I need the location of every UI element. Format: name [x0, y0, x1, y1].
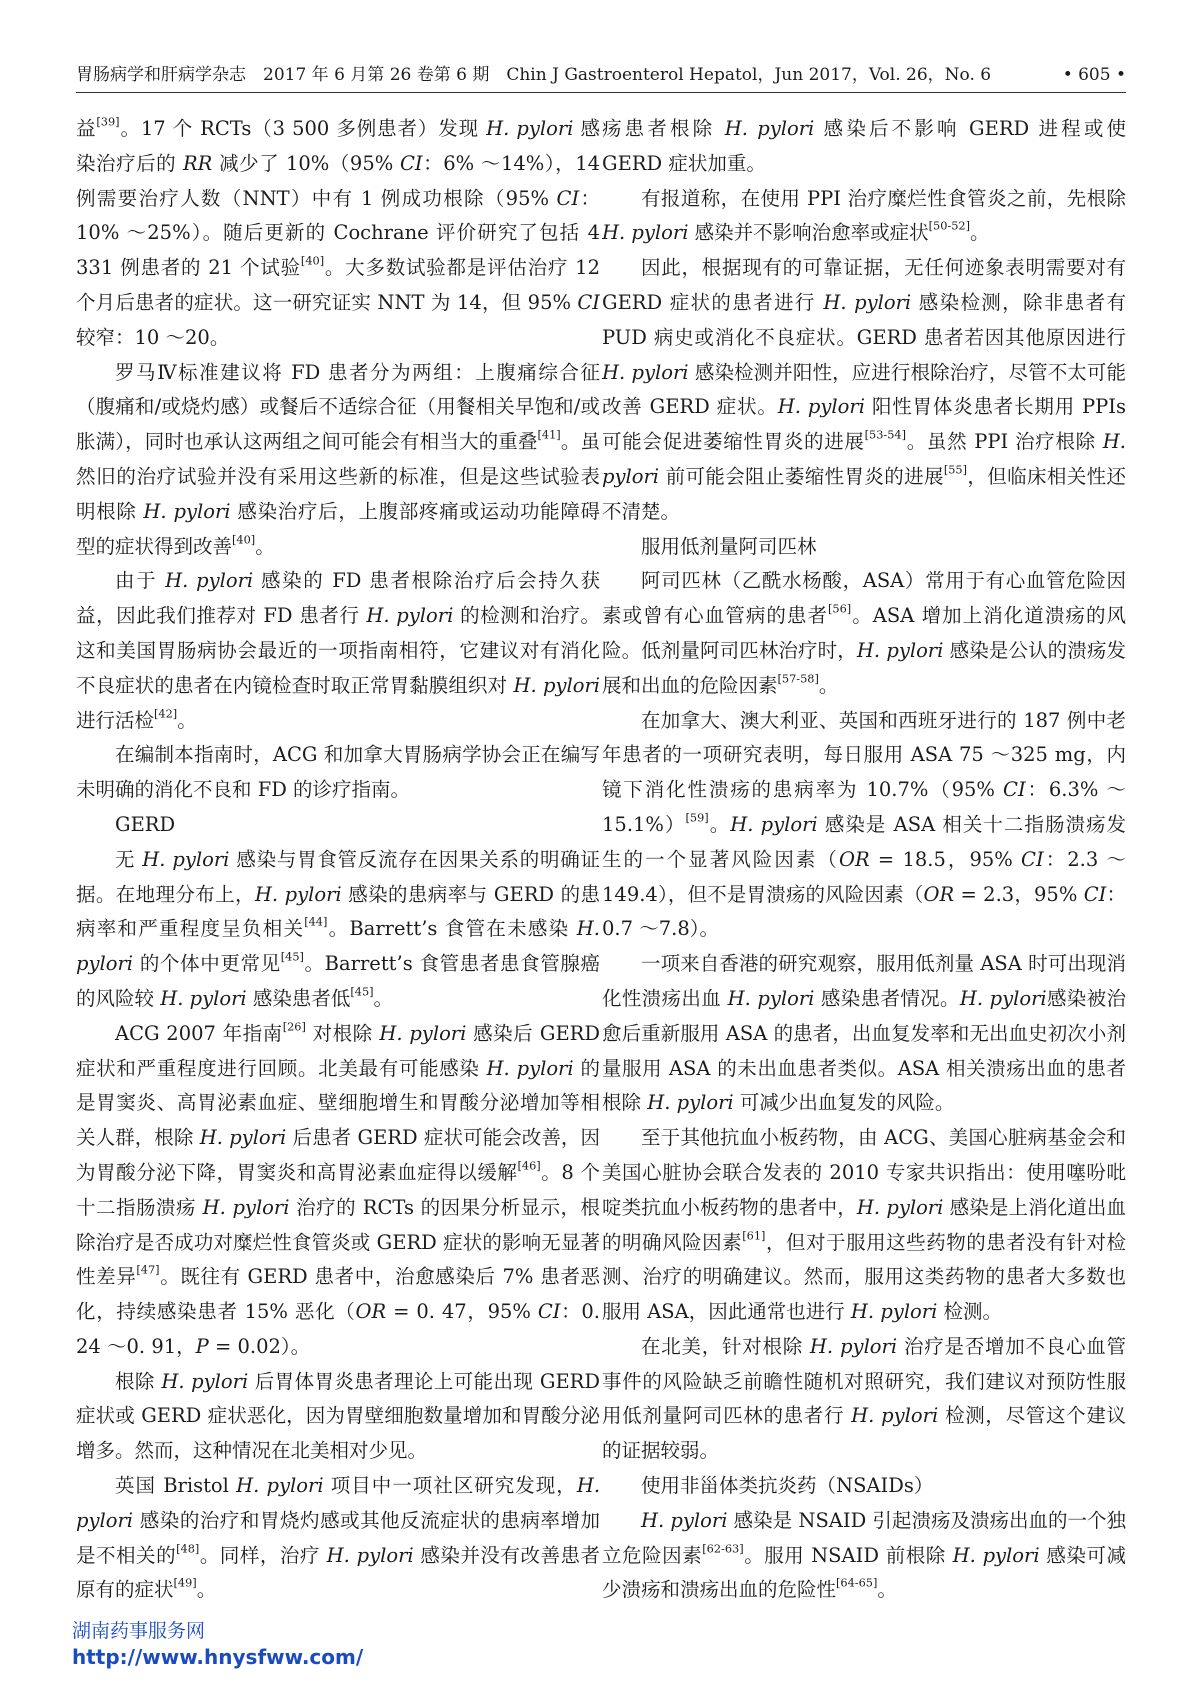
journal-citation-line: 胃肠病学和肝病学杂志 2017 年 6 月第 26 卷第 6 期 Chin J Gastroenterol Hepatol，Jun 2017，Vol. 26，No. 6: [76, 65, 992, 85]
paragraph-gerd-evidence: 无 H. pylori 感染与胃食管反流存在因果关系的明确证据。在地理分布上，H. pylori 感染的患病率与 GERD 的患病率和严重程度呈负相关[44]。Barrett’s 食管在未感染 H. pylori 的个体中更常见[45]。Barrett’s 食管患者患食管腺癌的风险较 H. pylori 感染患者低[45]。: [76, 847, 600, 1010]
citation-ref: [40]: [300, 254, 325, 268]
citation-ref: [40]: [232, 532, 256, 546]
running-header: [76, 60, 1126, 90]
citation-ref: [64-65]: [836, 1576, 878, 1590]
section-heading-gerd: GERD: [115, 812, 176, 836]
paragraph-gerd-conclusion: 因此，根据现有的可靠证据，无任何迹象表明需要对有 GERD 症状的患者进行 H. pylori 感染检测，除非患者有 PUD 病史或消化不良症状。GERD 患者若因其他原因进行 H. pylori 感染检测并阳性，应进行根除治疗，尽管不太可能改善 GERD 症状。H. pylori 阳性胃体炎患者长期用 PPIs 可能会促进萎缩性胃炎的进展[53-54]。虽然 PPI 治疗根除 H. pylori 前可能会阻止萎缩性胃炎的进展[55]，但临床相关性还不清楚。: [602, 256, 1126, 523]
citation-ref: [61]: [742, 1228, 766, 1242]
paragraph-meta-analysis-2005: [602, 1608, 1126, 1612]
citation-ref: [55]: [943, 463, 968, 477]
citation-ref: [42]: [154, 706, 178, 720]
paragraph-antiplatelet: 至于其他抗血小板药物，由 ACG、美国心脏病基金会和美国心脏协会联合发表的 2010 专家共识指出：使用噻吩吡啶类抗血小板药物的患者中，H. pylori 感染是上消化道出血的明确风险因素[61]，但对于服用这些药物的患者没有针对检测、治疗的明确建议。然而，服用这类药物的患者大多数也服用 ASA，因此通常也进行 H. pylori 检测。: [602, 1126, 1126, 1324]
page-number: • 605 •: [1062, 65, 1126, 85]
section-heading-low-dose-aspirin: 服用低剂量阿司匹林: [641, 534, 817, 558]
citation-ref: [57-58]: [777, 672, 819, 686]
citation-ref: [62-63]: [702, 1542, 744, 1556]
paragraph-north-america: 在北美，针对根除 H. pylori 治疗是否增加不良心血管事件的风险缺乏前瞻性随机对照研究，我们建议对预防性服用低剂量阿司匹林的患者行 H. pylori 检测，尽管这个建议的证据较弱。: [602, 1334, 1126, 1463]
paragraph-guideline-note: 在编制本指南时，ACG 和加拿大胃肠病学协会正在编写未明确的消化不良和 FD 的诊疗指南。: [76, 743, 600, 802]
paragraph-systematic-review: [76, 1608, 600, 1612]
citation-ref: [48]: [176, 1542, 200, 1556]
paragraph-ppi-erosive: 有报道称，在使用 PPI 治疗糜烂性食管炎之前，先根除 H. pylori 感染并不影响治愈率或症状[50-52]。: [602, 186, 1126, 245]
right-column: [602, 112, 1126, 1612]
citation-ref: [56]: [828, 602, 852, 616]
left-column: [76, 112, 600, 1612]
paragraph-acg-2007: ACG 2007 年指南[26] 对根除 H. pylori 感染后 GERD 症状和严重程度进行回顾。北美最有可能感染 H. pylori 的是胃窦炎、高胃泌素血症、壁细胞增生和胃酸分泌增加等相关人群，根除 H. pylori 后患者 GERD 症状可能会改善，因为胃酸分泌下降，胃窦炎和高胃泌素血症得以缓解[46]。8 个十二指肠溃疡 H. pylori 治疗的 RCTs 的因果分析显示，根除治疗是否成功对糜烂性食管炎或 GERD 症状的影响无显著性差异[47]。既往有 GERD 患者中，治愈感染后 7% 患者恶化，持续感染患者 15% 恶化（OR = 0. 47，95% CI：0. 24 ～0. 91，P = 0.02）。: [76, 1020, 600, 1358]
section-heading-nsaids: 使用非甾体类抗炎药（NSAIDs）: [641, 1474, 934, 1498]
citation-ref: [45]: [280, 950, 304, 964]
paragraph-bristol-study: 英国 Bristol H. pylori 项目中一项社区研究发现，H. pylori 感染的治疗和胃烧灼感或其他反流症状的患病率增加是不相关的[48]。同样，治疗 H. pylori 感染并没有改善患者原有的症状[49]。: [76, 1474, 600, 1602]
citation-ref: [46]: [517, 1159, 541, 1173]
paragraph-nsaid-risk: H. pylori 感染是 NSAID 引起溃疡及溃疡出血的一个独立危险因素[62-63]。服用 NSAID 前根除 H. pylori 感染可减少溃疡和溃疡出血的危险性[64-65]。: [602, 1508, 1126, 1602]
citation-ref: [53-54]: [864, 428, 907, 442]
site-watermark: [72, 1618, 363, 1670]
watermark-site-name: 湖南药事服务网: [72, 1620, 206, 1642]
citation-ref: [59]: [685, 811, 709, 825]
citation-ref: [44]: [304, 915, 328, 929]
citation-ref: [49]: [173, 1576, 197, 1590]
paragraph-rome-iv: 罗马Ⅳ标准建议将 FD 患者分为两组：上腹痛综合征（腹痛和/或烧灼感）或餐后不适综合征（用餐相关早饱和/或胀满），同时也承认这两组之间可能会有相当大的重叠[41]。虽然旧的治疗试验并没有采用这些新的标准，但是这些试验表明根除 H. pylori 感染治疗后，上腹部疼痛或运动功能障碍型的症状得到改善[40]。: [76, 360, 600, 558]
paragraph-du-continuation: 疡患者根除 H. pylori 感染后不影响 GERD 进程或使 GERD 症状加重。: [602, 117, 1126, 175]
paragraph-aspirin-study: 在加拿大、澳大利亚、英国和西班牙进行的 187 例中老年患者的一项研究表明，每日服用 ASA 75 ～325 mg，内镜下消化性溃疡的患病率为 10.7%（95% CI：6.3% ～ 15.1%）[59]。H. pylori 感染是 ASA 相关十二指肠溃疡发生的一个显著风险因素（OR = 18.5，95% CI：2.3 ～ 149.4），但不是胃溃疡的风险因素（OR = 2.3，95% CI：0.7 ～7.8）。: [602, 708, 1126, 941]
citation-ref: [50-52]: [928, 219, 971, 233]
citation-ref: [47]: [136, 1263, 160, 1277]
paragraph-hong-kong-study: 一项来自香港的研究观察，服用低剂量 ASA 时可出现消化性溃疡出血 H. pylori 感染患者情况。H. pylori感染被治愈后重新服用 ASA 的患者，出血复发率和无出血史初次小剂量服用 ASA 的未出血患者类似。ASA 相关溃疡出血的患者根除 H. pylori 可减少出血复发的风险。: [602, 952, 1126, 1115]
header-divider: [76, 92, 1126, 93]
paragraph-aspirin-risk: 阿司匹林（乙酰水杨酸，ASA）常用于有心血管危险因素或曾有心血管病的患者[56]。ASA 增加上消化道溃疡的风险。低剂量阿司匹林治疗时，H. pylori 感染是公认的溃疡发展和出血的危险因素[57-58]。: [602, 569, 1126, 697]
watermark-url-link[interactable]: http://www.hnysfww.com/: [72, 1645, 364, 1669]
paragraph-fd-rct-results: 益[39]。17 个 RCTs（3 500 多例患者）发现 H. pylori 感染治疗后的 RR 减少了 10%（95% CI：6% ～14%），14 例需要治疗人数（NNT）中有 1 例成功根除（95% CI：10% ～25%）。随后更新的 Cochrane 评价研究了包括 4 331 例患者的 21 个试验[40]。大多数试验都是评估治疗 12 个月后患者的症状。这一研究证实 NNT 为 14，但 95% CI 较窄：10 ～20。: [76, 115, 600, 349]
citation-ref: [45]: [350, 985, 374, 999]
citation-ref: [26]: [282, 1020, 306, 1034]
paragraph-fd-recommendation: 由于 H. pylori 感染的 FD 患者根除治疗后会持久获益，因此我们推荐对 FD 患者行 H. pylori 的检测和治疗。这和美国胃肠病协会最近的一项指南相符，它建议对有消化不良症状的患者在内镜检查时取正常胃黏膜组织对 H. pylori 进行活检[42]。: [76, 569, 600, 732]
paragraph-corpus-gastritis: 根除 H. pylori 后胃体胃炎患者理论上可能出现 GERD 症状或 GERD 症状恶化，因为胃壁细胞数量增加和胃酸分泌增多。然而，这种情况在北美相对少见。: [76, 1369, 600, 1463]
citation-ref: [41]: [537, 428, 561, 442]
citation-ref: [39]: [96, 115, 120, 129]
